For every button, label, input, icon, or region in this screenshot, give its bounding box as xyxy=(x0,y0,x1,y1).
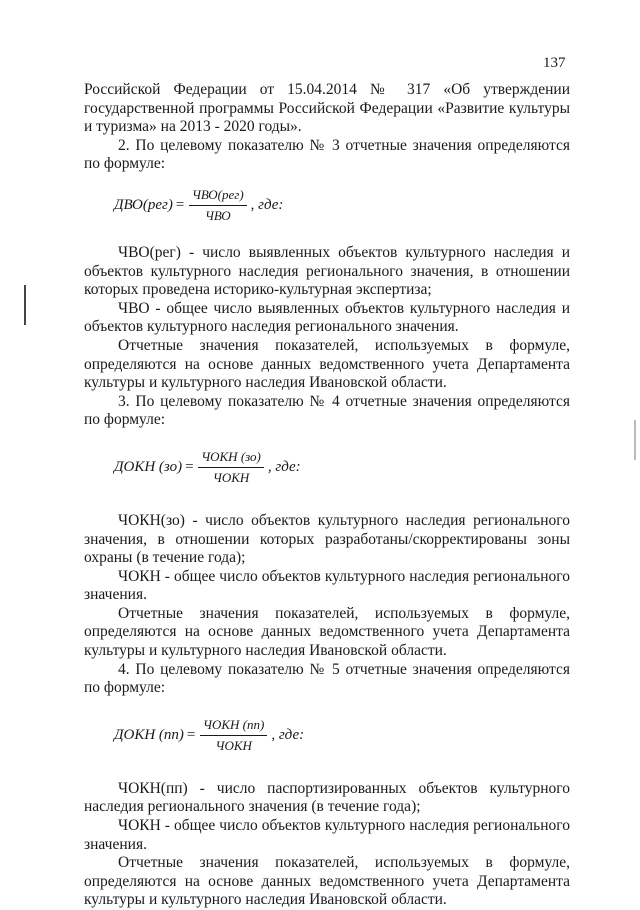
paragraph-continuation: Российской Федерации от 15.04.2014 № 317 «Об утверждении государственной программы Российской Федерации «Развитие культуры и туризма» на 2013 - 2020 годы». xyxy=(84,81,570,136)
paragraph-source-note: Отчетные значения показателей, используемых в формуле, определяются на основе данных ведомственного учета Департамента культуры и культурного наследия Ивановской области. xyxy=(84,336,570,392)
paragraph-indicator-3: 2. По целевому показателю № 3 отчетные значения определяются по формуле: xyxy=(84,136,570,173)
formula-tail: , где: xyxy=(271,727,305,744)
formula-lhs: ДОКН (зо) xyxy=(114,459,183,476)
paragraph-definition: ЧОКН - общее число объектов культурного наследия регионального значения. xyxy=(84,817,570,853)
paragraph-definition: ЧВО - общее число выявленных объектов культурного наследия и объектов культурного наследия регионального значения. xyxy=(84,299,570,336)
formula-dvo xyxy=(114,178,570,234)
paragraph-indicator-4: 3. По целевому показателю № 4 отчетные значения определяются по формуле: xyxy=(84,392,570,429)
formula-equals: = xyxy=(185,727,197,744)
scan-margin-mark xyxy=(24,285,26,325)
formula-fraction xyxy=(200,717,267,754)
formula-lhs: ДОКН (пп) xyxy=(114,727,184,744)
formula-equals: = xyxy=(184,459,195,476)
paragraph-definition: ЧОКН(пп) - число паспортизированных объектов культурного наследия регионального значения (в течение года); xyxy=(84,779,570,816)
formula-denominator: ЧОКН xyxy=(215,738,252,754)
paragraph-source-note: Отчетные значения показателей, используемых в формуле, определяются на основе данных ведомственного учета Департамента культуры и культурного наследия Ивановской области. xyxy=(84,604,570,660)
formula-numerator: ЧОКН (пп) xyxy=(200,717,267,736)
formula-tail: , где: xyxy=(267,459,301,476)
formula-fraction xyxy=(189,187,247,224)
paragraph-indicator-5: 4. По целевому показателю № 5 отчетные значения определяются по формуле: xyxy=(84,660,570,697)
page-number: 137 xyxy=(543,55,566,71)
formula-denominator: ЧОКН xyxy=(212,470,250,486)
scan-edge-mark xyxy=(634,420,636,460)
formula-numerator: ЧВО(рег) xyxy=(189,187,247,206)
formula-dokn-zo xyxy=(114,440,570,496)
formula-equals: = xyxy=(174,197,185,214)
formula-denominator: ЧВО xyxy=(204,208,231,224)
paragraph-source-note: Отчетные значения показателей, используемых в формуле, определяются на основе данных ведомственного учета Департамента культуры и культурного наследия Ивановской области. xyxy=(84,854,570,909)
document-body xyxy=(84,81,570,910)
paragraph-definition: ЧВО(рег) - число выявленных объектов культурного наследия и объектов культурного наследия регионального значения, в отношении которых проведена историко-культурная экспертиза; xyxy=(84,243,570,299)
formula-dokn-pp xyxy=(114,708,570,764)
formula-fraction xyxy=(198,449,264,486)
formula-numerator: ЧОКН (зо) xyxy=(198,449,264,468)
paragraph-definition: ЧОКН - общее число объектов культурного наследия регионального значения. xyxy=(84,567,570,604)
formula-tail: , где: xyxy=(250,197,284,214)
formula-lhs: ДВО(рег) xyxy=(114,197,173,214)
paragraph-definition: ЧОКН(зо) - число объектов культурного наследия регионального значения, в отношении которых разработаны/скорректированы зоны охраны (в течение года); xyxy=(84,511,570,567)
